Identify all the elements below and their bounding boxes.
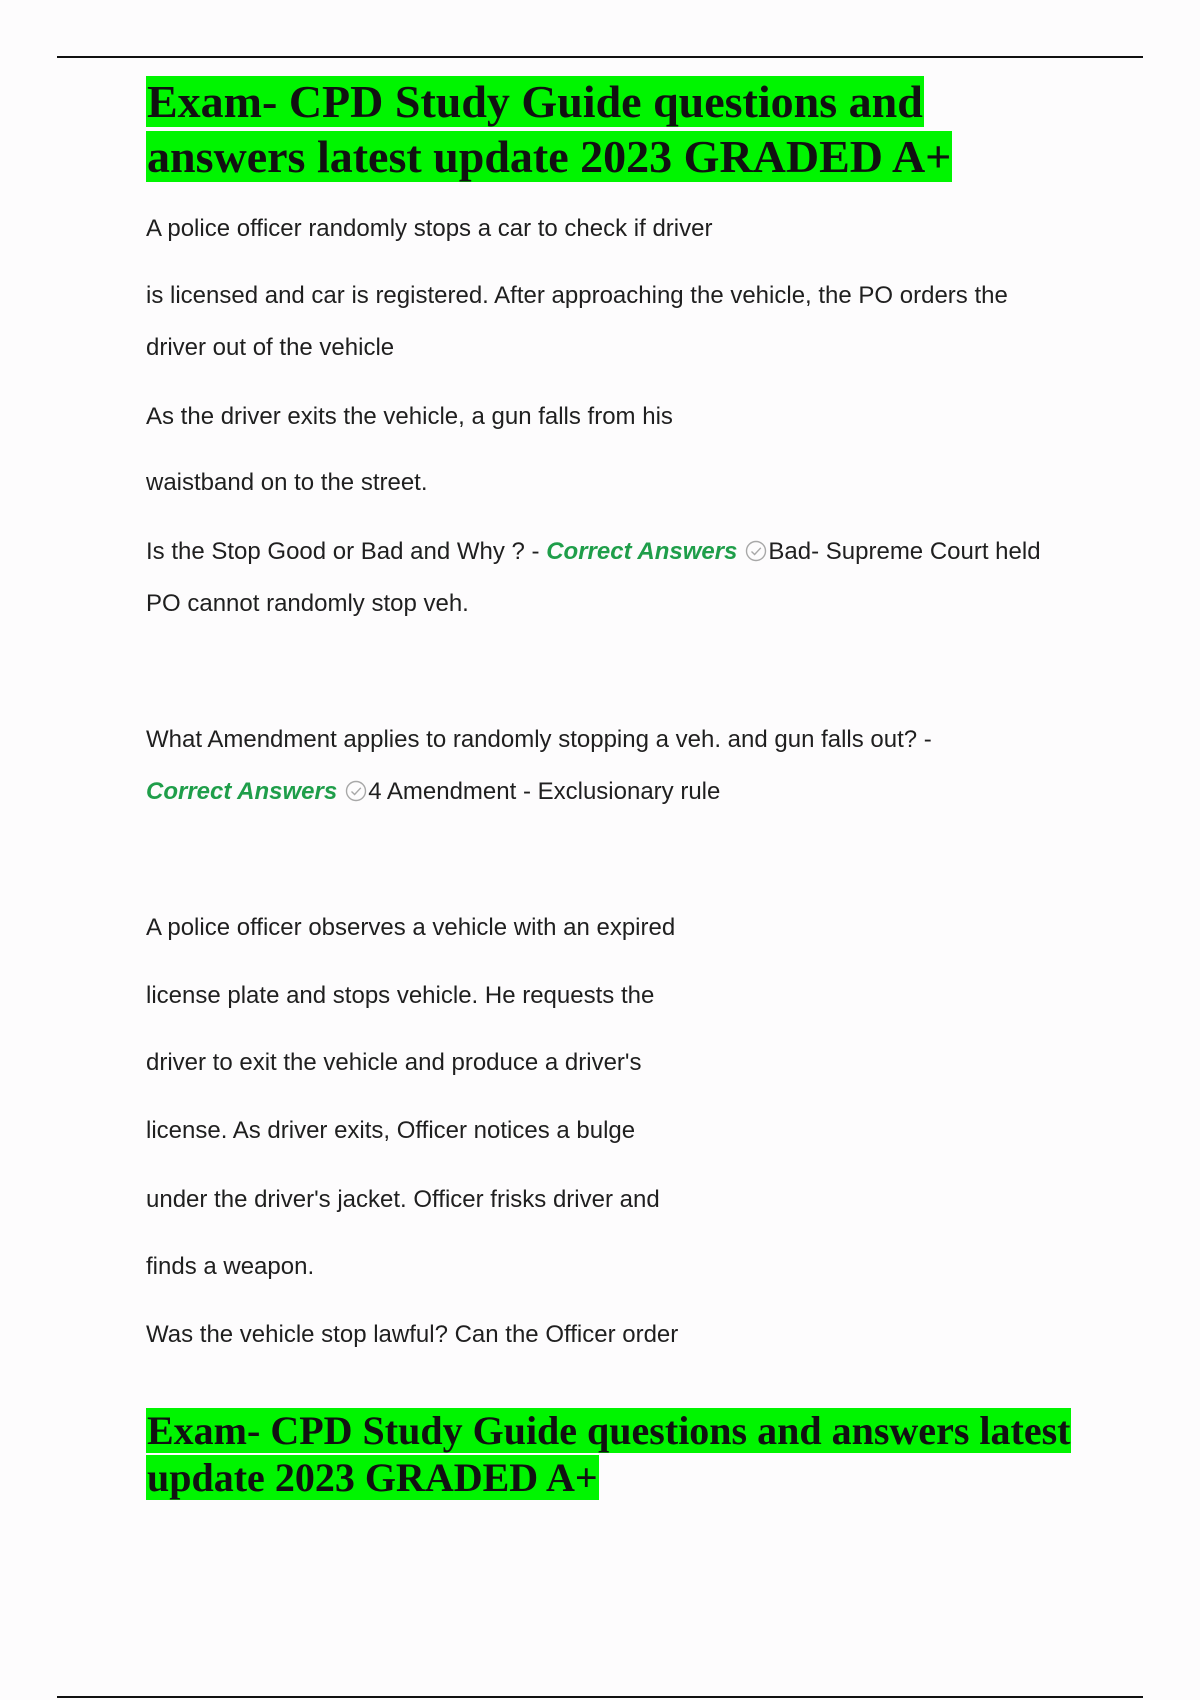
q2-answer-text: 4 Amendment - Exclusionary rule (368, 778, 721, 805)
q1-line-3: driver out of the vehicle (146, 334, 395, 361)
check-circle-icon (745, 540, 767, 562)
page-title: Exam- CPD Study Guide questions and answers latest update 2023 GRADED A+ (147, 76, 952, 182)
q3-line-2: license plate and stops vehicle. He requests the (146, 982, 655, 1009)
q2-answer (146, 775, 720, 809)
bottom-rule (57, 1696, 1143, 1698)
q3-line-1: A police officer observes a vehicle with an expired (146, 914, 676, 941)
q1-answer-continuation: PO cannot randomly stop veh. (146, 590, 469, 617)
q1-line-5: waistband on to the street. (146, 469, 428, 496)
q3-line-6: finds a weapon. (146, 1253, 315, 1280)
top-rule (57, 56, 1143, 58)
q3-line-4: license. As driver exits, Officer notices a bulge (146, 1117, 636, 1144)
check-circle-icon (345, 780, 367, 802)
q1-answer-label: Correct Answers (546, 538, 738, 565)
q2-question: What Amendment applies to randomly stopping a veh. and gun falls out? - (146, 726, 932, 753)
q1-answer-text: Bad- Supreme Court held (768, 538, 1041, 565)
q1-line-1: A police officer randomly stops a car to check if driver (146, 215, 713, 242)
q1-line-4: As the driver exits the vehicle, a gun falls from his (146, 403, 673, 430)
q1-question-tail: Is the Stop Good or Bad and Why ? - (146, 538, 547, 565)
q3-line-5: under the driver's jacket. Officer frisks driver and (146, 1186, 660, 1213)
q3-line-7: Was the vehicle stop lawful? Can the Officer order (146, 1321, 679, 1348)
footer-title: Exam- CPD Study Guide questions and answers latest update 2023 GRADED A+ (147, 1408, 1071, 1500)
q1-question-answer (146, 535, 1041, 569)
q1-line-2: is licensed and car is registered. After approaching the vehicle, the PO orders the (146, 282, 1008, 309)
q2-answer-label: Correct Answers (146, 778, 338, 805)
q3-line-3: driver to exit the vehicle and produce a driver's (146, 1049, 642, 1076)
